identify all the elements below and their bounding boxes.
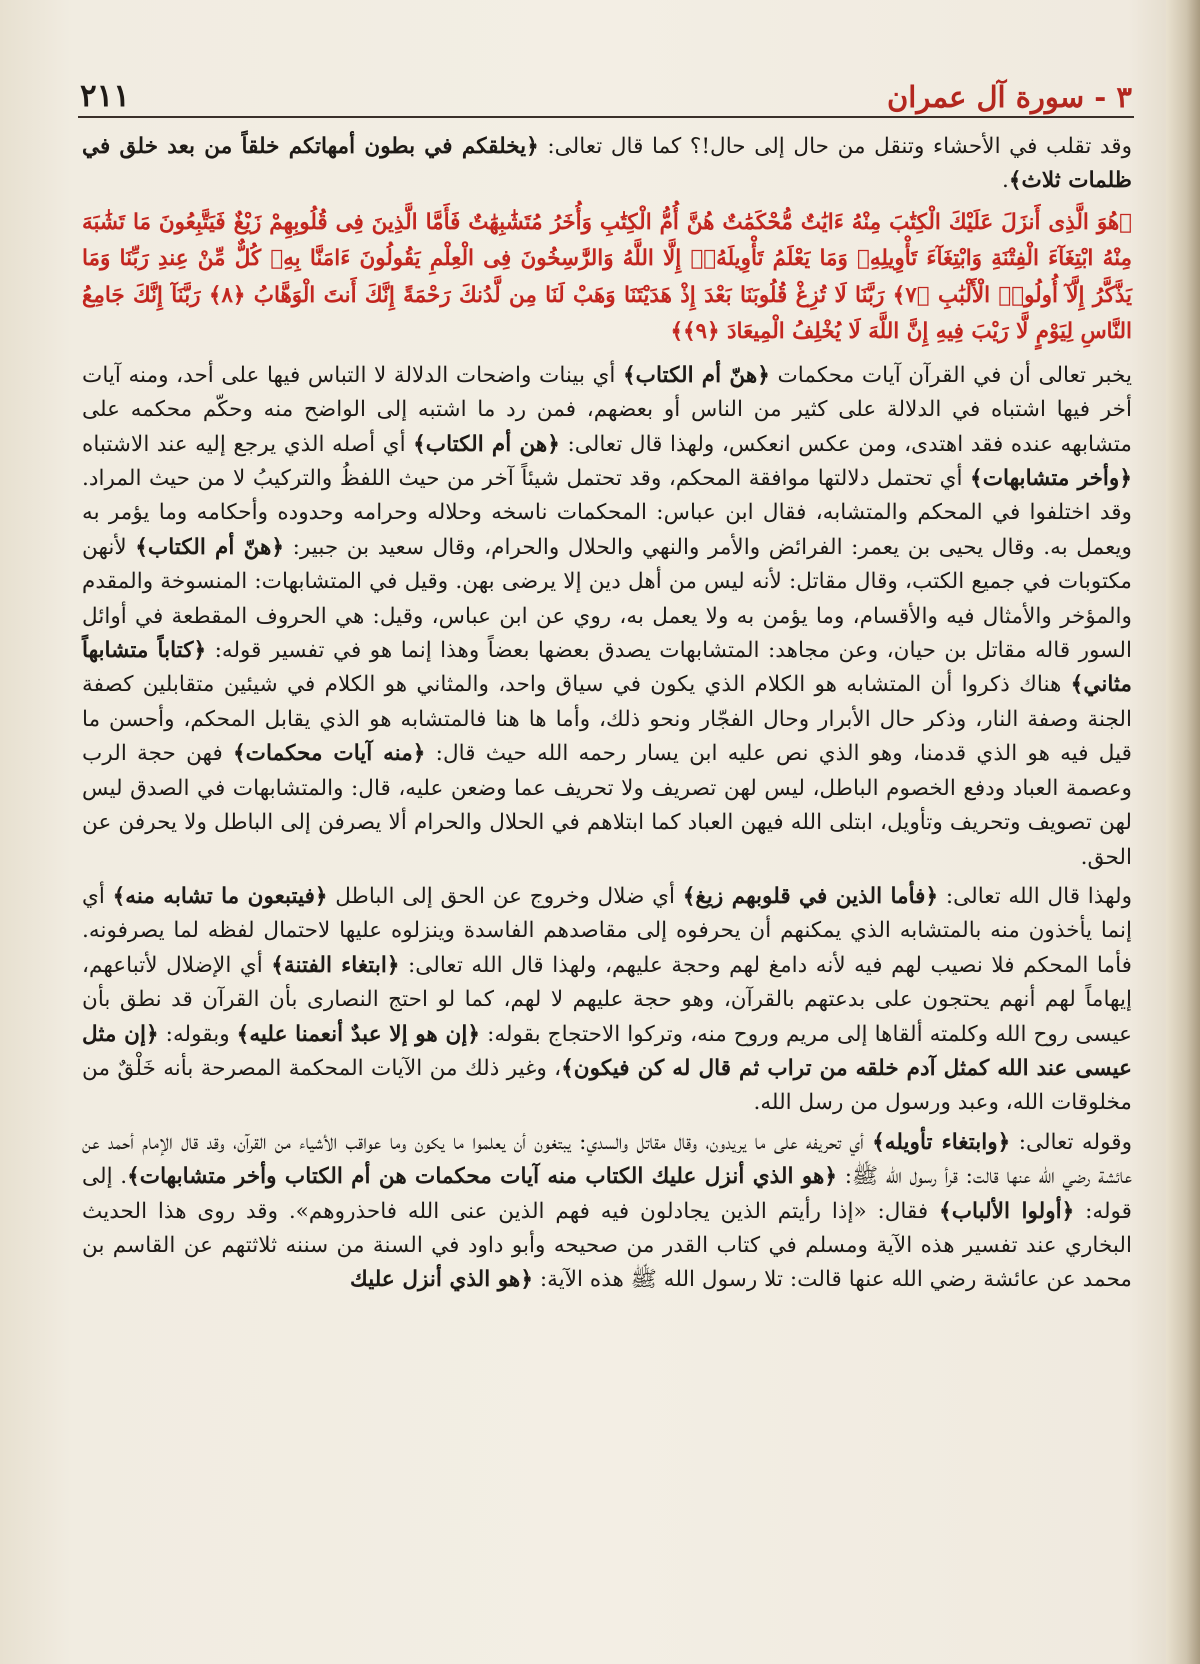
bold-quote: ﴿فأما الذين في قلوبهم زيغ﴾ (682, 883, 939, 909)
body-text: هناك ذكروا أن المتشابه هو الكلام الذي يكون في سياق واحد، والمثاني هو الكلام في شيئين متقابلين كصفة الجنة وصفة النار، وذكر حال الأبرار وحال الفجّار ونحو ذلك، وأما ها هنا فالمتشابه هو الذي يقابل المحكم، وأحسن ما قيل فيه هو الذي قدمنا، وهو الذي نص عليه ابن يسار رحمه الله حيث قال: (82, 672, 1132, 767)
body-text: أي إنما يأخذون منه بالمتشابه الذي يمكنهم أن يحرفوه إلى مقاصدهم الفاسدة وينزلوه عليها لاحتمال لفظه لما يصرفونه. فأما المحكم فلا نصيب لهم فيه لأنه دامغ لهم وحجة عليهم، ولهذا قال الله تعالى: (82, 883, 1132, 978)
body-text: أي ضلال وخروج عن الحق إلى الباطل (327, 883, 683, 909)
page-spine-shadow (1166, 0, 1200, 1664)
body-text: ، وغير ذلك من الآيات المحكمة المصرحة بأنه خَلْقٌ من مخلوقات الله، وعبد ورسول من رسل الله. (82, 1055, 1132, 1116)
bold-quote: ﴿هو الذي أنزل عليك (350, 1267, 533, 1293)
bold-quote: ﴿أولوا الألباب﴾ (939, 1198, 1075, 1224)
body-text: ولهذا قال الله تعالى: (938, 883, 1133, 909)
surah-title: ٣ - سورة آل عمران (886, 80, 1132, 114)
body-text: فهن حجة الرب وعصمة العباد ودفع الخصوم الباطل، ليس لهن تصريف ولا تحريف عما وضعن عليه، قال: والمتشابهات في الصدق ليس لهن تصويف وتحريف وتأويل، ابتلى الله فيهن العباد كما ابتلاهم في الحلال والحرام ألا يصرفن إلى الباطل ولا يحرفن عن الحق. (82, 741, 1132, 870)
body-text: . (1002, 168, 1009, 194)
header-rule (78, 116, 1134, 118)
paragraph-commentary-tawil (82, 1126, 1132, 1298)
bold-quote: ﴿هن أم الكتاب﴾ (413, 431, 560, 457)
body-text: . إلى قوله: (82, 1164, 1133, 1224)
quran-verses-block (82, 205, 1132, 351)
paragraph-commentary-zaygh (82, 880, 1132, 1121)
bold-quote: ﴿هو الذي أنزل عليك الكتاب منه آيات محكمات هن أم الكتاب وأخر متشابهات﴾ (127, 1164, 838, 1190)
paragraph-commentary-muhkam (82, 359, 1132, 875)
bold-quote: ﴿ابتغاء الفتنة﴾ (271, 952, 400, 978)
bold-quote: ﴿كتاباً متشابهاً مثاني﴾ (82, 638, 1132, 698)
bold-quote: ﴿هنّ أم الكتاب﴾ (623, 362, 770, 388)
body-text: أي تحريفه على ما يريدون، وقال مقاتل والسدي: يبتغون أن يعلموا ما يكون وما عواقب الأشياء من القرآن، وقد قال الإمام أحمد عن عائشة رضي الله عنها قالت: قرأ رسول الله ﷺ: (82, 1129, 1132, 1190)
page-header (80, 68, 1132, 112)
bold-quote: ﴿يخلقكم في بطون أمهاتكم خلقاً من بعد خلق في ظلمات ثلاث﴾ (82, 134, 1132, 194)
bold-quote: ﴿منه آيات محكمات﴾ (233, 741, 426, 767)
body-text: فقال: «إذا رأيتم الذين يجادلون فيه فهم الذين عنى الله فاحذروهم». وقد روى هذا الحديث البخاري عند تفسير هذه الآية ومسلم في كتاب القدر من صحيحه وأبو داود في السنة من سننه ثلاثتهم عن القاسم بن محمد عن عائشة رضي الله عنها قالت: تلا رسول الله ﷺ هذه الآية: (82, 1198, 1132, 1293)
bold-quote: ﴿وأخر متشابهات﴾ (970, 466, 1132, 492)
quran-verse-text: ﴿هُوَ الَّذِى أَنزَلَ عَلَيْكَ الْكِتَٰبَ مِنْهُ ءَايَٰتٌ مُّحْكَمَٰتٌ هُنَّ أُمُّ الْكِتَٰبِ وَأُخَرُ مُتَشَٰبِهَٰتٌ فَأَمَّا الَّذِينَ فِى قُلُوبِهِمْ زَيْغٌ فَيَتَّبِعُونَ مَا تَشَٰبَهَ مِنْهُ ابْتِغَآءَ الْفِتْنَةِ وَابْتِغَآءَ تَأْوِيلِهِۦ وَمَا يَعْلَمُ تَأْوِيلَهُۥٓ إِلَّا اللَّهُ وَالرَّٰسِخُونَ فِى الْعِلْمِ يَقُولُونَ ءَامَنَّا بِهِۦ كُلٌّ مِّنْ عِندِ رَبِّنَا وَمَا يَذَّكَّرُ إِلَّآ أُولُوا۟ الْأَلْبَٰبِ ﴿٧﴾ رَبَّنَا لَا تُزِغْ قُلُوبَنَا بَعْدَ إِذْ هَدَيْتَنَا وَهَبْ لَنَا مِن لَّدُنكَ رَحْمَةً إِنَّكَ أَنتَ الْوَهَّابُ ﴿٨﴾ رَبَّنَآ إِنَّكَ جَامِعُ النَّاسِ لِيَوْمٍ لَّا رَيْبَ فِيهِ إِنَّ اللَّهَ لَا يُخْلِفُ الْمِيعَادَ ﴿٩﴾﴾ (82, 209, 1132, 345)
body-text: وبقوله: (158, 1021, 237, 1047)
bold-quote: ﴿إن مثل عيسى عند الله كمثل آدم خلقه من تراب ثم قال له كن فيكون﴾ (82, 1021, 1132, 1081)
body-text: أي الإضلال لأتباعهم، إيهاماً لهم أنهم يحتجون على بدعتهم بالقرآن، وهو حجة عليهم لا لهم، كما لو احتج النصارى بأن القرآن قد نطق بأن عيسى روح الله وكلمته ألقاها إلى مريم وروح منه، وتركوا الاحتجاج بقوله: (82, 952, 1132, 1047)
body-text: وقد تقلب في الأحشاء وتنقل من حال إلى حال!؟ كما قال تعالى: (538, 134, 1133, 159)
page-body (82, 130, 1132, 1303)
page-number: ٢١١ (80, 78, 130, 114)
bold-quote: ﴿وابتغاء تأويله﴾ (872, 1129, 1011, 1155)
body-text: أي بينات واضحات الدلالة لا التباس فيها على أحد، ومنه آيات أخر فيها اشتباه في الدلالة على كثير من الناس أو بعضهم، فمن رد ما اشتبه إلى الواضح منه وحكّم محكمه على متشابهه عنده فقد اهتدى، ومن عكس انعكس، ولهذا قال تعالى: (82, 362, 1132, 457)
body-text: أي تحتمل دلالتها موافقة المحكم، وقد تحتمل شيئاً آخر من حيث اللفظُ والتركيبُ لا من حيث المراد. وقد اختلفوا في المحكم والمتشابه، فقال ابن عباس: المحكمات ناسخه وحلاله وحرامه وحدوده وأحكامه وما يؤمر به ويعمل به. وقال يحيى بن يعمر: الفرائض والأمر والنهي والحلال والحرام، وقال سعيد بن جبير: (82, 466, 1132, 560)
paragraph-intro (82, 130, 1132, 199)
body-text: يخبر تعالى أن في القرآن آيات محكمات (769, 362, 1132, 388)
bold-quote: ﴿فيتبعون ما تشابه منه﴾ (112, 883, 328, 909)
body-text: لأنهن مكتوبات في جميع الكتب، وقال مقاتل: لأنه ليس من أهل دين إلا يرضى بهن. وقيل في المتشابهات: المنسوخة والمقدم والمؤخر والأمثال فيه والأقسام، وما يؤمن به ولا يعمل به، روي عن ابن عباس، وقيل: هي الحروف المقطعة في أوائل السور قاله مقاتل بن حيان، وعن مجاهد: المتشابهات يصدق بعضها بعضاً وهذا إنما هو في تفسير قوله: (82, 534, 1132, 664)
body-text: وقوله تعالى: (1010, 1129, 1132, 1155)
body-text: أي أصله الذي يرجع إليه عند الاشتباه (82, 431, 414, 457)
bold-quote: ﴿هنّ أم الكتاب﴾ (135, 534, 285, 560)
bold-quote: ﴿إن هو إلا عبدٌ أنعمنا عليه﴾ (236, 1021, 481, 1047)
